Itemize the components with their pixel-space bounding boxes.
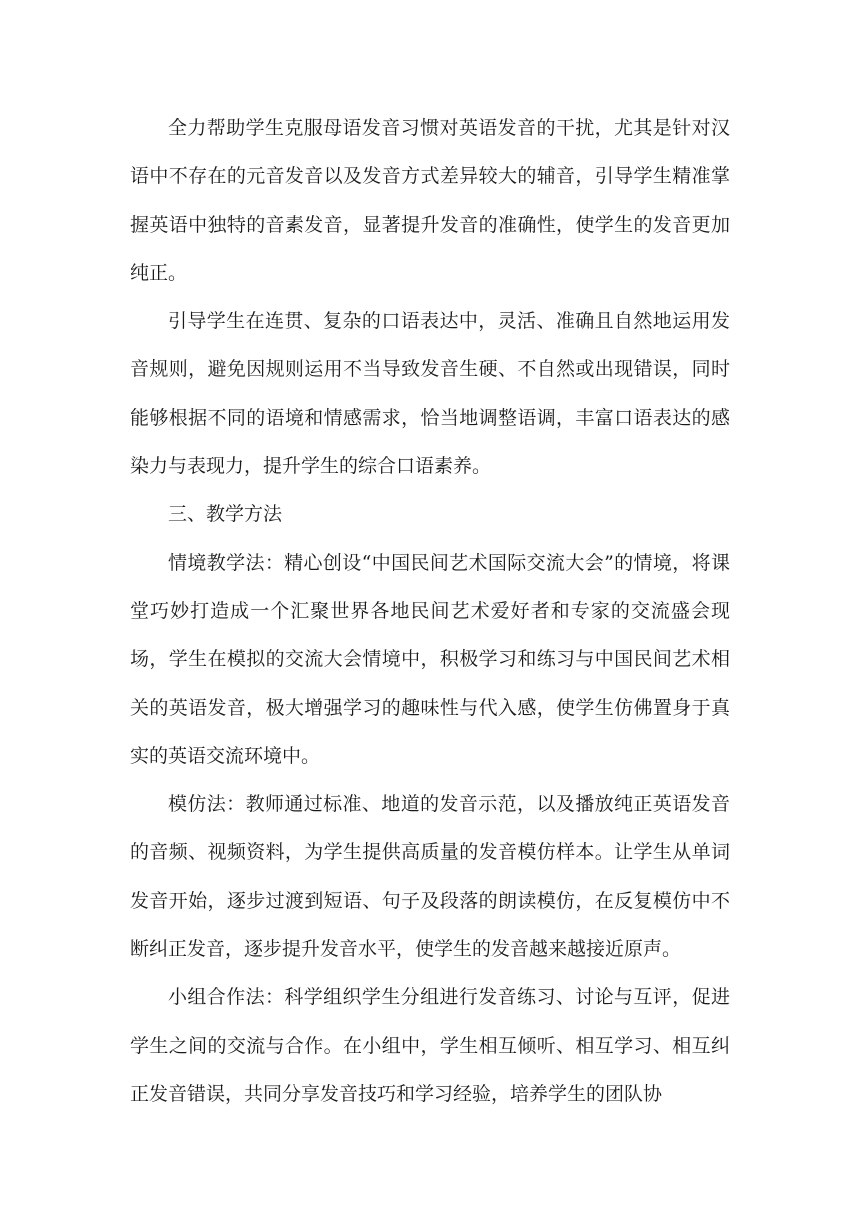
paragraph-pronunciation-accuracy: 全力帮助学生克服母语发音习惯对英语发音的干扰，尤其是针对汉语中不存在的元音发音以及发音方式差异较大的辅音，引导学生精准掌握英语中独特的音素发音，显著提升发音的准确性，使学生的发音更加纯正。: [130, 117, 730, 284]
paragraph-imitation-method: 模仿法：教师通过标准、地道的发音示范，以及播放纯正英语发音的音频、视频资料，为学生提供高质量的发音模仿样本。让学生从单词发音开始，逐步过渡到短语、句子及段落的朗读模仿，在反复模仿中不断纠正发音，逐步提升发音水平，使学生的发音越来越接近原声。: [130, 793, 730, 961]
section-heading-teaching-methods: 三、教学方法: [168, 503, 283, 526]
document-body: [130, 104, 730, 1118]
paragraph-pronunciation-rules: 引导学生在连贯、复杂的口语表达中，灵活、准确且自然地运用发音规则，避免因规则运用不当导致发音生硬、不自然或出现错误，同时能够根据不同的语境和情感需求，恰当地调整语调，丰富口语表达的感染力与表现力，提升学生的综合口语素养。: [130, 310, 730, 478]
paragraph-situational-teaching: 情境教学法：精心创设“中国民间艺术国际交流大会”的情境，将课堂巧妙打造成一个汇聚世界各地民间艺术爱好者和专家的交流盛会现场，学生在模拟的交流大会情境中，积极学习和练习与中国民间艺术相关的英语发音，极大增强学习的趣味性与代入感，使学生仿佛置身于真实的英语交流环境中。: [130, 551, 730, 767]
paragraph-group-cooperation: 小组合作法：科学组织学生分组进行发音练习、讨论与互评，促进学生之间的交流与合作。在小组中，学生相互倾听、相互学习、相互纠正发音错误，共同分享发音技巧和学习经验，培养学生的团队协: [130, 986, 730, 1105]
